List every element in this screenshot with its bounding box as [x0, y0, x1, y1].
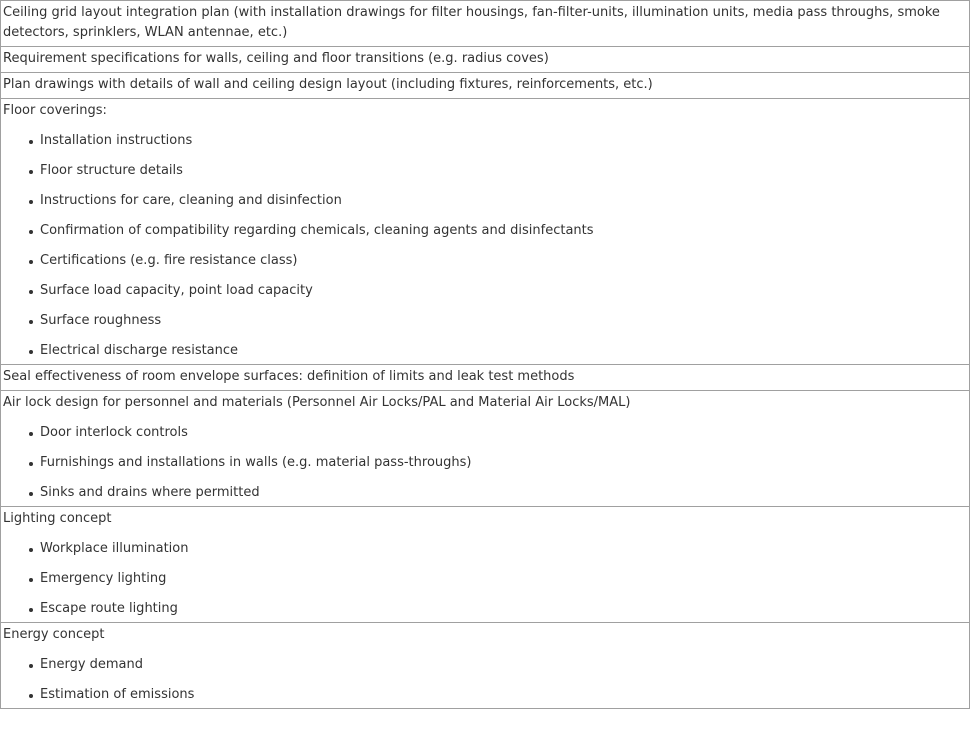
list-item: Workplace illumination: [29, 539, 967, 559]
table-row: [1, 47, 970, 73]
table-cell: [1, 623, 970, 709]
list-item: Door interlock controls: [29, 423, 967, 443]
list-item: Installation instructions: [29, 131, 967, 151]
table-cell: [1, 47, 970, 73]
row-text: Plan drawings with details of wall and ceiling design layout (including fixtures, reinforcements, etc.): [3, 77, 653, 92]
list-item: Estimation of emissions: [29, 685, 967, 705]
bullet-list: [3, 131, 967, 361]
row-text: Seal effectiveness of room envelope surfaces: definition of limits and leak test methods: [3, 369, 575, 384]
row-text: Air lock design for personnel and materials (Personnel Air Locks/PAL and Material Air Locks/MAL): [3, 395, 631, 410]
list-item: Energy demand: [29, 655, 967, 675]
table-row: [1, 507, 970, 623]
list-item: Surface roughness: [29, 311, 967, 331]
list-item: Floor structure details: [29, 161, 967, 181]
row-text: Requirement specifications for walls, ceiling and floor transitions (e.g. radius coves): [3, 51, 549, 66]
list-item: Escape route lighting: [29, 599, 967, 619]
bullet-list: [3, 655, 967, 705]
row-text: Ceiling grid layout integration plan (with installation drawings for filter housings, fan-filter-units, illumination units, media pass throughs, smoke detectors, sprinklers, WLAN antennae, etc.): [3, 5, 940, 40]
table-cell: [1, 507, 970, 623]
bullet-list: [3, 423, 967, 503]
table-cell: [1, 1, 970, 47]
table-cell: [1, 99, 970, 365]
list-item: Certifications (e.g. fire resistance class): [29, 251, 967, 271]
table-cell: [1, 73, 970, 99]
row-text: Energy concept: [3, 627, 105, 642]
table-row: [1, 623, 970, 709]
table-row: [1, 391, 970, 507]
row-text: Lighting concept: [3, 511, 112, 526]
list-item: Furnishings and installations in walls (e.g. material pass-throughs): [29, 453, 967, 473]
table-row: [1, 365, 970, 391]
list-item: Emergency lighting: [29, 569, 967, 589]
list-item: Confirmation of compatibility regarding chemicals, cleaning agents and disinfectants: [29, 221, 967, 241]
list-item: Sinks and drains where permitted: [29, 483, 967, 503]
list-item: Instructions for care, cleaning and disinfection: [29, 191, 967, 211]
row-text: Floor coverings:: [3, 103, 107, 118]
list-item: Surface load capacity, point load capacity: [29, 281, 967, 301]
table-cell: [1, 365, 970, 391]
bullet-list: [3, 539, 967, 619]
table-cell: [1, 391, 970, 507]
table-row: [1, 99, 970, 365]
list-item: Electrical discharge resistance: [29, 341, 967, 361]
table-row: [1, 1, 970, 47]
table-row: [1, 73, 970, 99]
